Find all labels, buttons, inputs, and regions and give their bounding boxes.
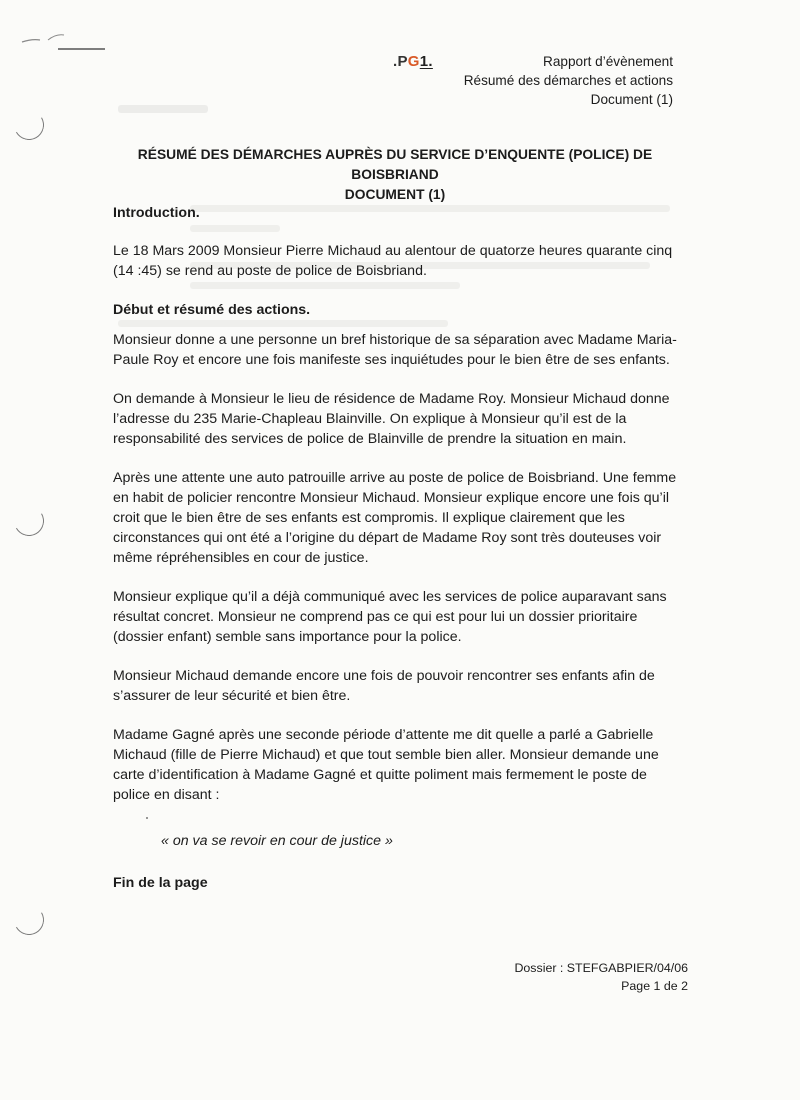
binder-hole-top-icon [11,107,48,144]
dossier-reference: Dossier : STEFGABPIER/04/06 [514,961,688,975]
show-through-mark [118,105,208,113]
page-code-number: 1. [419,53,433,70]
title-line-2: DOCUMENT (1) [344,187,446,202]
title-line-1: RÉSUMÉ DES DÉMARCHES AUPRÈS DU SERVICE D’ENQUENTE (POLICE) DE BOISBRIAND [137,147,653,182]
page-footer [514,959,688,995]
closing-quote: « on va se revoir en cour de justice » [161,833,393,849]
paragraph-3: Après une attente une auto patrouille arrive au poste de police de Boisbriand. Une femme en habit de policier rencontre Monsieur Michaud. Monsieur explique encore une fois qu’il croit que le bien être de ses enfants est compromis. Il explique clairement que les circonstances qui ont été a l’origine du départ de Madame Roy sont très douteuses voir même répréhensibles en cour de justice. [113,470,677,566]
page-code-letter: G [407,53,420,70]
paragraph-4: Monsieur explique qu’il a déjà communiqué avec les services de police auparavant sans résultat concret. Monsieur ne comprend pas ce qui est pour lui un dossier prioritaire (dossier enfant) semble sans importance pour la police. [113,589,667,645]
actions-heading: Début et résumé des actions. [113,302,311,318]
binder-hole-bottom-icon [11,902,48,939]
paragraph-1: Monsieur donne a une personne un bref historique de sa séparation avec Madame Maria-Paule Roy et encore une fois manifeste ses inquiétudes pour le bien être de ses enfants. [113,332,677,368]
page-number: Page 1 de 2 [621,979,688,993]
end-of-page-label: Fin de la page [113,875,208,891]
page-code-prefix: .P [393,53,408,70]
report-subtitle: Résumé des démarches et actions [463,73,673,88]
page-code-stamp [393,53,433,70]
binder-hole-middle-icon [11,503,48,540]
intro-paragraph: Le 18 Mars 2009 Monsieur Pierre Michaud au alentour de quatorze heures quarante cinq (14 :45) se rend au poste de police de Boisbriand. [113,243,673,279]
paragraph-5: Monsieur Michaud demande encore une fois de pouvoir rencontrer ses enfants afin de s’assurer de leur sécurité et bien être. [113,668,655,704]
document-body [113,203,683,911]
report-type: Rapport d’évènement [543,54,673,69]
paragraph-2: On demande à Monsieur le lieu de résidence de Madame Roy. Monsieur Michaud donne l’adresse du 235 Marie-Chapleau Blainville. On explique à Monsieur qu’il est de la responsabilité des services de police de Blainville de prendre la situation en main. [113,391,670,447]
stray-dot [146,817,148,819]
report-document-number: Document (1) [590,92,673,107]
pen-mark-icon [20,28,110,58]
report-header [464,52,673,109]
paragraph-6: Madame Gagné après une seconde période d’attente me dit quelle a parlé a Gabrielle Michaud (fille de Pierre Michaud) et que tout semble bien aller. Monsieur demande une carte d’identification à Madame Gagné et quitte poliment mais fermement le poste de police en disant : [113,727,659,803]
intro-heading: Introduction. [113,205,200,221]
document-title [110,145,680,205]
